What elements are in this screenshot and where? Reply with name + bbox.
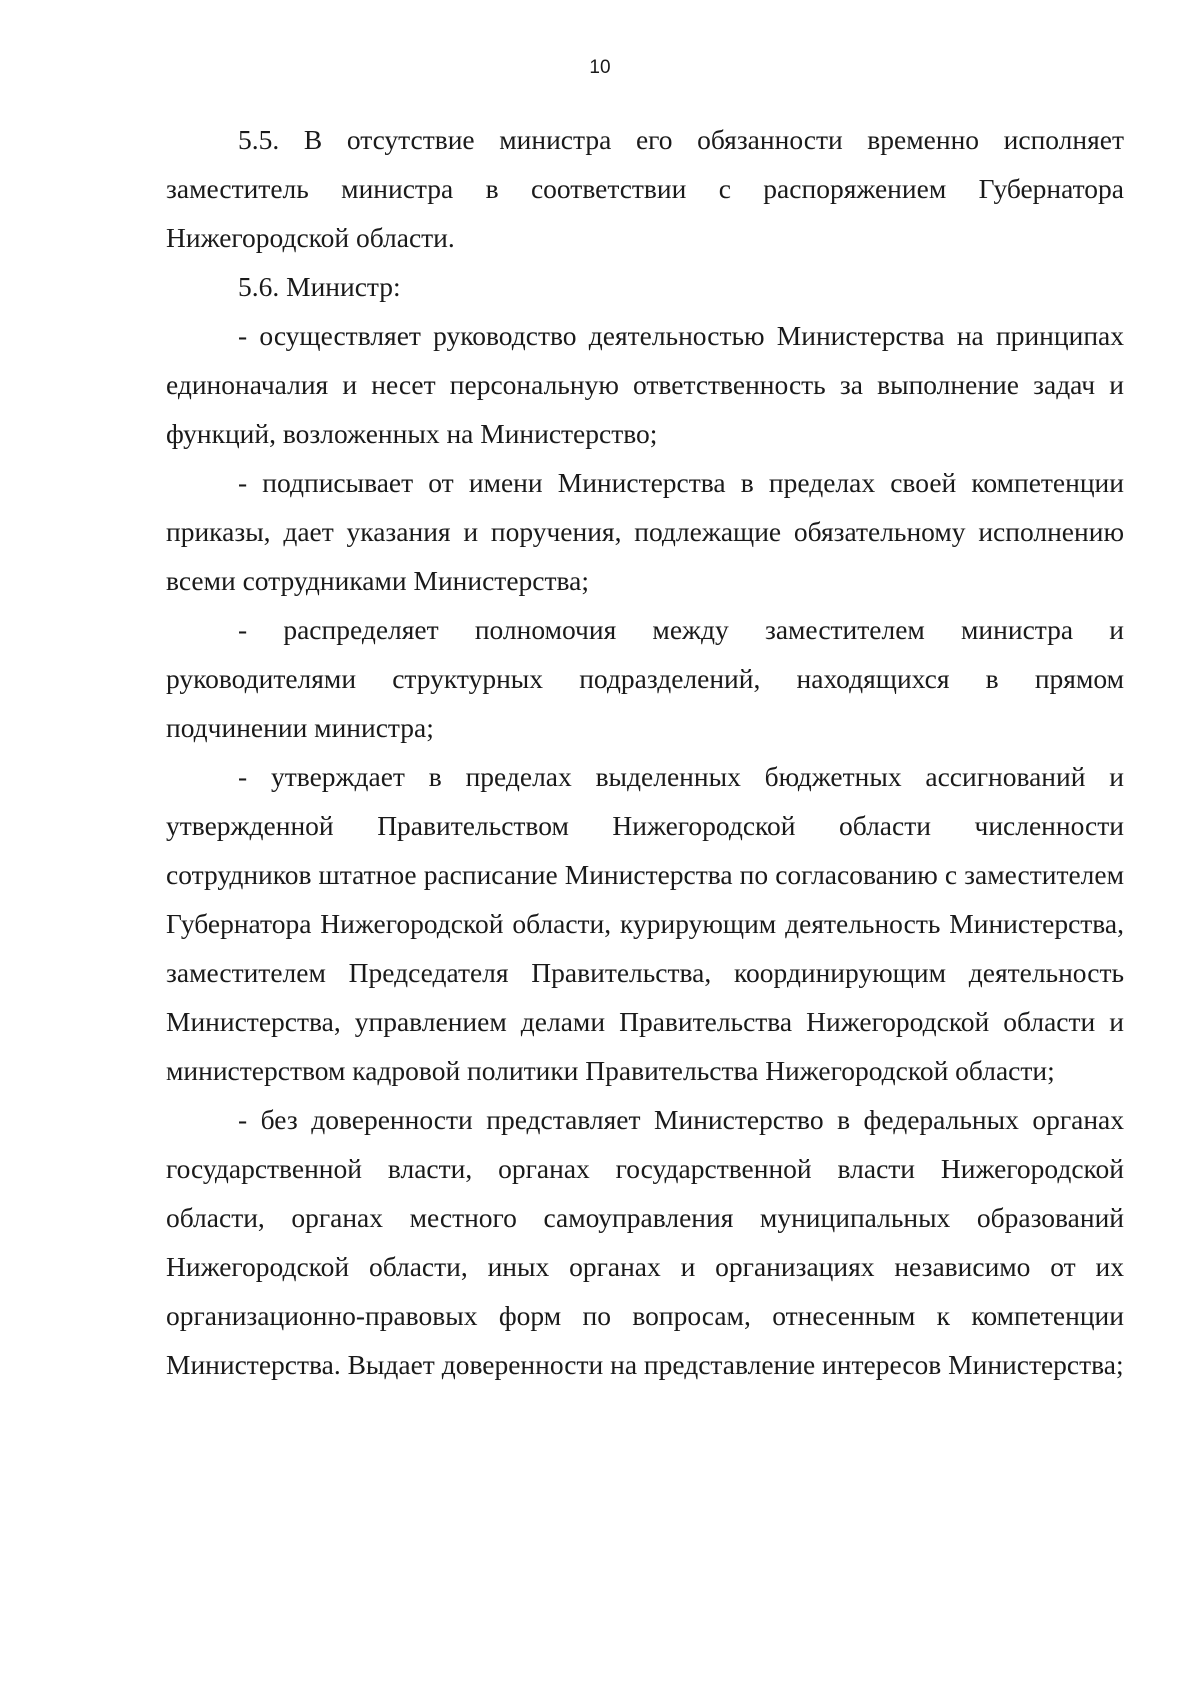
paragraph-leadership: - осуществляет руководство деятельностью Министерства на принципах единоначалия и несет персональную ответственность за выполнение задач и функций, возложенных на Министерство; [166,320,1124,449]
paragraph-signing-orders: - подписывает от имени Министерства в пределах своей компетенции приказы, дает указания и поручения, подлежащие обязательному исполнению всеми сотрудниками Министерства; [166,467,1124,596]
paragraph-distributes-powers: - распределяет полномочия между заместителем министра и руководителями структурных подразделений, находящихся в прямом подчинении министра; [166,614,1124,743]
document-body [166,115,1124,1389]
paragraph-5-6-heading: 5.6. Министр: [238,271,401,302]
paragraph-staff-schedule: - утверждает в пределах выделенных бюджетных ассигнований и утвержденной Правительством Нижегородской области численности сотрудников штатное расписание Министерства по согласованию с заместителем Губернатора Нижегородской области, курирующим деятельность Министерства, заместителем Председателя Правительства, координирующим деятельность Министерства, управлением делами Правительства Нижегородской области и министерством кадровой политики Правительства Нижегородской области; [166,761,1124,1086]
paragraph-5-5: 5.5. В отсутствие министра его обязанности временно исполняет заместитель министра в соответствии с распоряжением Губернатора Нижегородской области. [166,124,1124,253]
paragraph-representation: - без доверенности представляет Министерство в федеральных органах государственной власти, органах государственной власти Нижегородской области, органах местного самоуправления муниципальных образований Нижегородской области, иных органах и организациях независимо от их организационно-правовых форм по вопросам, отнесенным к компетенции Министерства. Выдает доверенности на представление интересов Министерства; [166,1104,1124,1380]
page-number: 10 [589,57,611,78]
